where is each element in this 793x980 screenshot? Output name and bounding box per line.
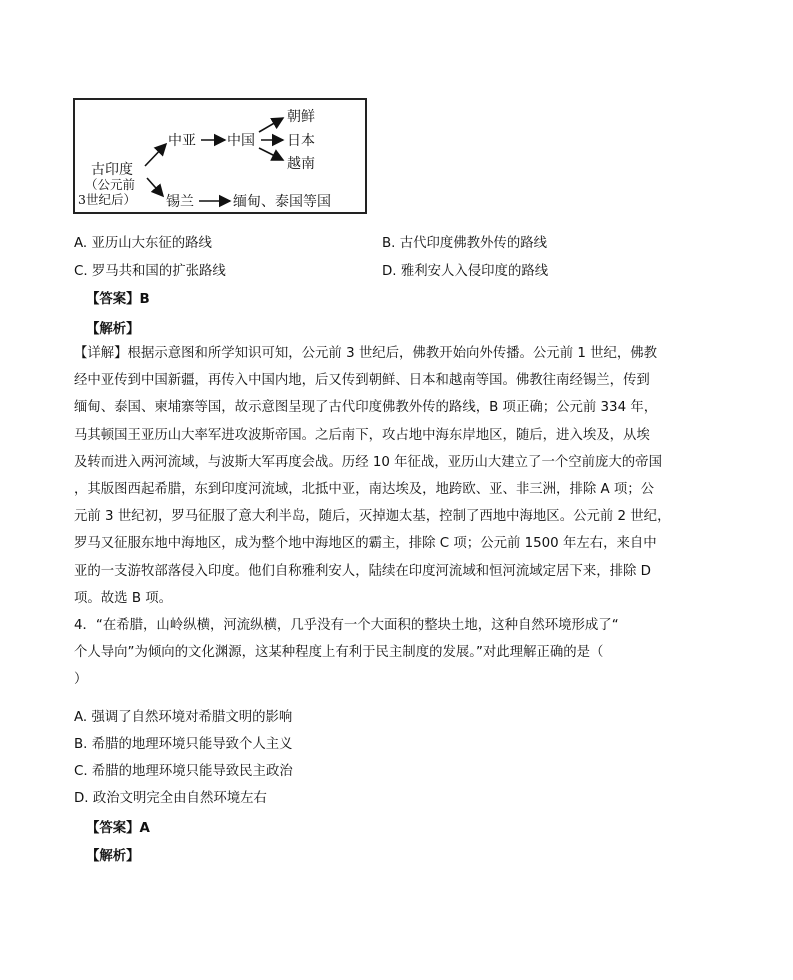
q4-option-c: C. 希腊的地理环境只能导致民主政治 (74, 764, 293, 779)
q3-detail-line: 马其顿国王亚历山大率军进攻波斯帝国。之后南下，攻占地中海东岸地区，随后，进入埃及，从埃 (74, 427, 650, 443)
buddhism-route-diagram (73, 98, 367, 214)
q3-detail-line: 罗马又征服东地中海地区，成为整个地中海地区的霸主，排除 C 项；公元前 1500 年左右，来自中 (74, 536, 657, 552)
q4-stem-line: 4．“在希腊，山岭纵横，河流纵横，几乎没有一个大面积的整块土地，这种自然环境形成了“ (74, 618, 619, 633)
q3-detail-line: 【详解】根据示意图和所学知识可知，公元前 3 世纪后，佛教开始向外传播。公元前 1 世纪，佛教 (74, 346, 658, 361)
arrow-to-vietnam (259, 148, 283, 160)
q3-option-c: C. 罗马共和国的扩张路线 (74, 264, 226, 279)
q3-detail-line: 项。故选 B 项。 (74, 590, 173, 606)
q3-option-b: B. 古代印度佛教外传的路线 (382, 236, 547, 251)
origin-date-label-1: （公元前 (85, 177, 136, 192)
q3-option-a: A. 亚历山大东征的路线 (74, 236, 212, 251)
q3-answer: 【答案】B (86, 292, 150, 307)
q3-option-d: D. 雅利安人入侵印度的路线 (382, 264, 549, 279)
q3-detail-line: 亚的一支游牧部落侵入印度。他们自称雅利安人，陆续在印度河流域和恒河流域定居下来，排除 D (74, 563, 651, 579)
china-label: 中国 (227, 133, 255, 149)
q4-analysis-title: 【解析】 (86, 849, 140, 864)
q3-analysis-title: 【解析】 (86, 322, 140, 337)
q3-detail-line: 缅甸、泰国、柬埔寨等国，故示意图呈现了古代印度佛教外传的路线，B 项正确；公元前 334 年， (74, 400, 658, 416)
q4-stem (74, 612, 684, 694)
arrow-to-central-asia (145, 144, 166, 166)
vietnam-label: 越南 (287, 156, 315, 172)
q4-answer: 【答案】A (86, 821, 150, 836)
q3-detail-line: ，其版图西起希腊，东到印度河流域，北抵中亚，南达埃及，地跨欧、亚、非三洲，排除 A 项；公 (74, 482, 655, 498)
q3-detail-paragraph (74, 340, 684, 612)
q4-option-d: D. 政治文明完全由自然环境左右 (74, 791, 267, 806)
central-asia-label: 中亚 (168, 133, 196, 149)
q3-detail-line: 元前 3 世纪初，罗马征服了意大利半岛，随后，灭掉迦太基，控制了西地中海地区。公元前 2 世纪， (74, 509, 671, 525)
myanmar-thailand-label: 缅甸、泰国等国 (233, 194, 331, 210)
korea-label: 朝鲜 (287, 109, 315, 125)
arrow-to-sri-lanka (147, 178, 163, 196)
origin-date-label-2: 3世纪后） (78, 192, 136, 207)
sri-lanka-label: 锡兰 (166, 194, 194, 210)
q4-stem-line: 个人导向”为倾向的文化渊源，这某种程度上有利于民主制度的发展。”对此理解正确的是（ (74, 645, 604, 661)
q4-stem-line: ） (74, 672, 88, 688)
q3-detail-line: 经中亚传到中国新疆，再传入中国内地，后又传到朝鲜、日本和越南等国。佛教往南经锡兰，传到 (74, 373, 650, 389)
japan-label: 日本 (287, 133, 315, 149)
q4-option-b: B. 希腊的地理环境只能导致个人主义 (74, 737, 293, 752)
q3-detail-line: 及转而进入两河流域，与波斯大军再度会战。历经 10 年征战，亚历山大建立了一个空前庞大的帝国 (74, 454, 662, 470)
q4-option-a: A. 强调了自然环境对希腊文明的影响 (74, 710, 293, 725)
arrow-to-korea (259, 118, 283, 132)
origin-india-label: 古印度 (91, 162, 133, 178)
route-diagram-svg (75, 100, 365, 212)
